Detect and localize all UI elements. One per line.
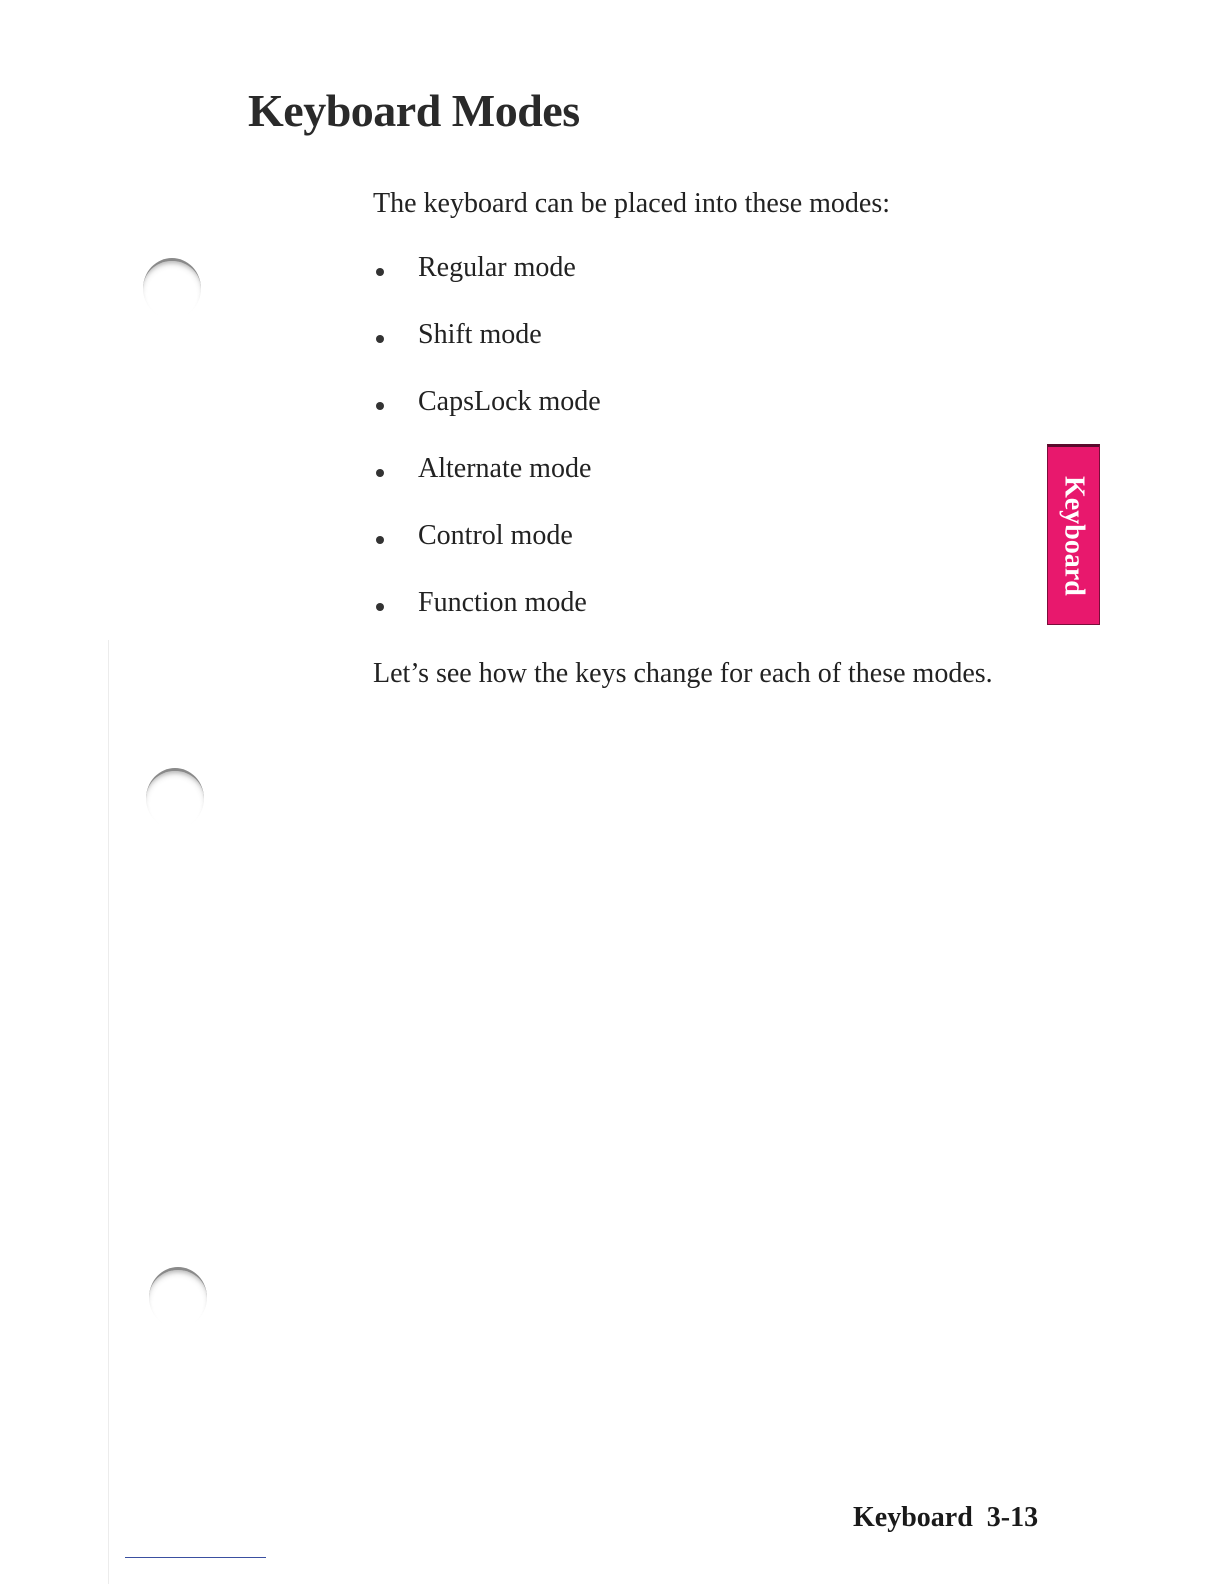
page-edge — [108, 640, 109, 1584]
footer-rule — [125, 1557, 266, 1558]
binder-hole — [146, 768, 204, 829]
list-item — [373, 386, 601, 453]
section-tab-label: Keyboard — [1058, 475, 1090, 596]
mode-label: Control mode — [418, 520, 573, 551]
binder-hole — [143, 258, 201, 319]
section-tab — [1047, 444, 1100, 625]
list-item — [373, 587, 601, 654]
list-item — [373, 319, 601, 386]
bullet-icon — [376, 536, 384, 544]
intro-paragraph: The keyboard can be placed into these modes: — [373, 188, 891, 219]
list-item — [373, 520, 601, 587]
mode-label: Alternate mode — [418, 453, 592, 484]
page-footer — [853, 1502, 1038, 1534]
list-item — [373, 453, 601, 520]
page-number: 3-13 — [986, 1502, 1039, 1533]
mode-label: Function mode — [418, 587, 587, 618]
bullet-icon — [376, 335, 384, 343]
footer-section: Keyboard — [853, 1502, 973, 1533]
bullet-icon — [376, 603, 384, 611]
mode-label: CapsLock mode — [418, 386, 601, 417]
list-item — [373, 252, 601, 319]
outro-paragraph: Let’s see how the keys change for each of these modes. — [373, 658, 993, 689]
mode-label: Regular mode — [418, 252, 576, 283]
bullet-icon — [376, 469, 384, 477]
mode-list — [373, 252, 601, 654]
bullet-icon — [376, 402, 384, 410]
page-title: Keyboard Modes — [248, 85, 580, 136]
bullet-icon — [376, 268, 384, 276]
binder-hole — [149, 1267, 207, 1328]
mode-label: Shift mode — [418, 319, 542, 350]
